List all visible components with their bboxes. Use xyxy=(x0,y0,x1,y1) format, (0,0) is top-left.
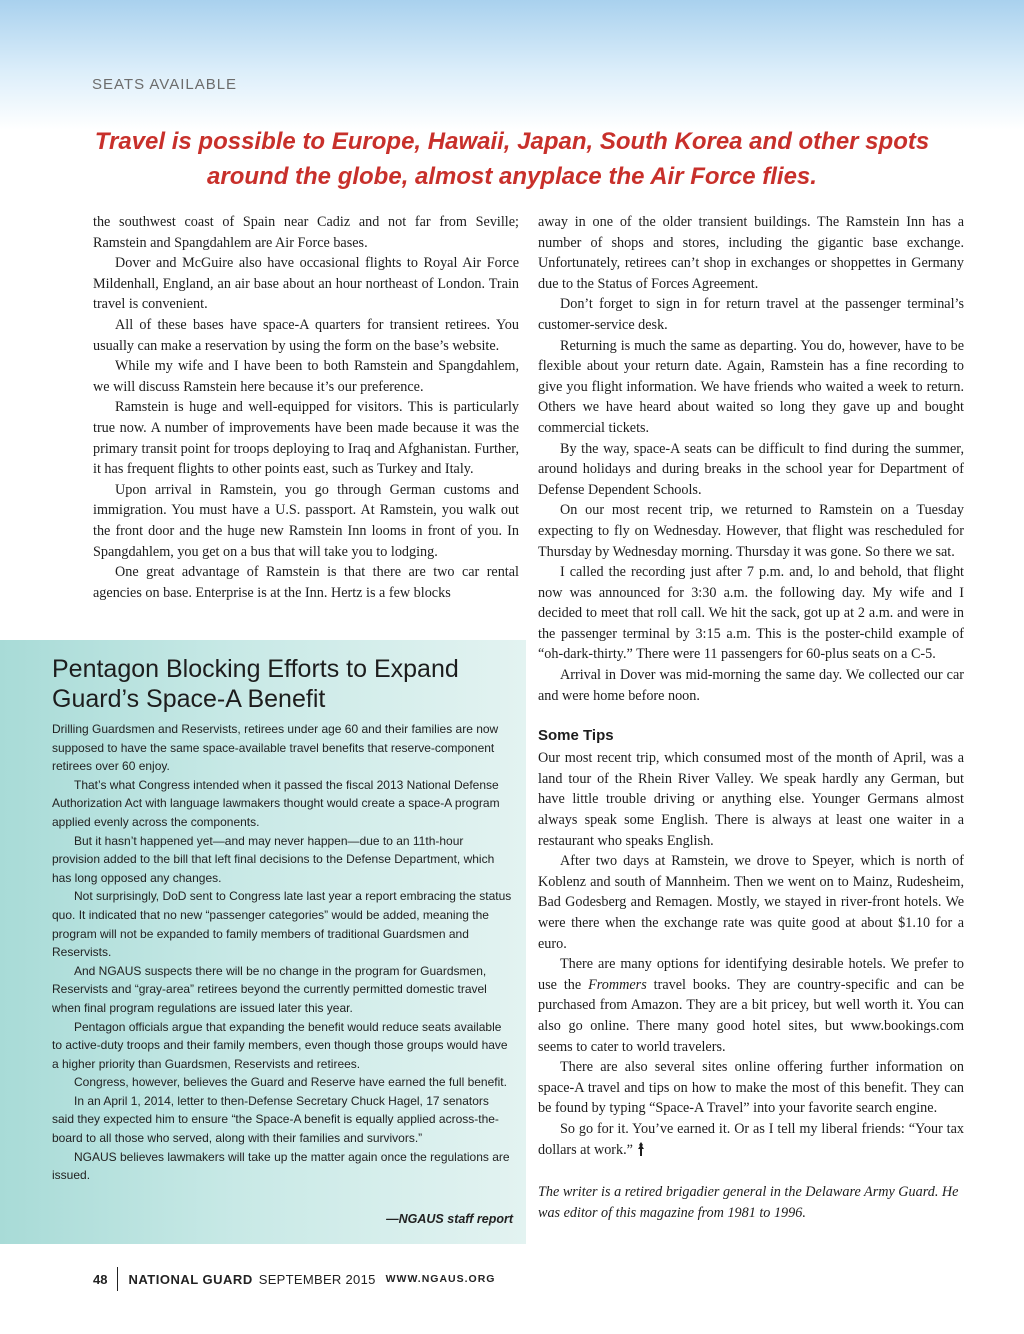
issue-date: SEPTEMBER 2015 xyxy=(258,1271,376,1287)
section-label: SEATS AVAILABLE xyxy=(92,76,238,93)
body-paragraph: away in one of the older transient buildings. The Ramstein Inn has a number of shops and stores, including the gigantic base exchange. Unfortunately, retirees can’t shop in exchanges or shoppettes in Germany due to the Status of Forces Agreement. xyxy=(538,214,964,292)
magazine-name: NATIONAL GUARD xyxy=(128,1271,253,1287)
sidebar-credit: —NGAUS staff report xyxy=(386,1212,513,1226)
sidebar-title: Pentagon Blocking Efforts to Expand Guard’s Space-A Benefit xyxy=(52,655,459,713)
footer-divider xyxy=(117,1267,118,1291)
page-footer xyxy=(93,1268,495,1290)
body-paragraph: I called the recording just after 7 p.m. and, lo and behold, that flight now was announced for 3:30 a.m. the following day. My wife and I decided to meet that roll call. We hit the sack, got up at 2 a.m. and were in the passenger terminal by 3:15 a.m. This is the poster-child example of “oh-dark-thirty.” There were 11 passengers for 60-plus seats on a C-5. xyxy=(538,564,964,663)
body-paragraph: While my wife and I have been to both Ramstein and Spangdahlem, we will discuss Ramstein here because it’s our preference. xyxy=(93,358,519,395)
sidebar-body xyxy=(52,720,512,1185)
sidebar-paragraph: And NGAUS suspects there will be no change in the program for Guardsmen, Reservists and “gray-area” retirees beyond the currently permitted domestic travel when final program regulations are issued later this year. xyxy=(52,963,487,1015)
closing-paragraph xyxy=(538,1119,964,1160)
pull-quote: Travel is possible to Europe, Hawaii, Japan, South Korea and other spots around the globe, almost anyplace the Air Force flies. xyxy=(94,128,930,190)
sidebar-paragraph: But it hasn’t happened yet—and may never happen—due to an 11th-hour provision added to the bill that left final decisions to the Defense Department, which has long opposed any changes. xyxy=(52,833,495,885)
body-paragraph: the southwest coast of Spain near Cadiz and not far from Seville; Ramstein and Spangdahlem are Air Force bases. xyxy=(93,214,519,251)
text-run: So go for it. You’ve earned it. Or as I tell my liberal friends: “Your tax dollars at work.” xyxy=(538,1120,964,1158)
body-paragraph: Upon arrival in Ramstein, you go through German customs and immigration. You must have a U.S. passport. At Ramstein, you walk out the front door and the huge new Ramstein Inn looms in front of you. In Spangdahlem, you get on a bus that will take you to lodging. xyxy=(93,481,519,560)
sidebar-paragraph: In an April 1, 2014, letter to then-Defense Secretary Chuck Hagel, 17 senators said they expected him to ensure “the Space-A benefit is equally applied across-the-board to all those who served, along with their families and survivors.” xyxy=(52,1093,499,1146)
header-band xyxy=(0,0,1024,130)
body-paragraph: Dover and McGuire also have occasional flights to Royal Air Force Mildenhall, England, an air base about an hour northeast of London. Train travel is convenient. xyxy=(93,255,519,313)
sidebar-paragraph: Drilling Guardsmen and Reservists, retirees under age 60 and their families are now supposed to have the same space-available travel benefits that reserve-component retirees over 60 enjoy. xyxy=(52,722,499,774)
sidebar-paragraph: Not surprisingly, DoD sent to Congress late last year a report embracing the status quo. It indicated that no new “passenger categories” would be added, meaning the program will not be expanded to family members of traditional Guardsmen and Reservists. xyxy=(52,889,512,960)
sidebar-paragraph: Pentagon officials argue that expanding the benefit would reduce seats available to active-duty troops and their family members, even though those groups would have a higher priority than Guardsmen, Reservists and retirees. xyxy=(52,1019,508,1071)
text-run: travel books. They are country-specific and can be purchased from Amazon. They are a bit pricey, but well worth it. You can also go online. There many good hotel sites, but www.bookings.com seems to cater to world travelers. xyxy=(538,976,964,1055)
left-column xyxy=(93,212,519,632)
body-paragraph xyxy=(538,954,964,1057)
body-paragraph: One great advantage of Ramstein is that there are two car rental agencies on base. Enterprise is at the Inn. Hertz is a few blocks xyxy=(93,564,519,601)
text-run: There are many options for identifying desirable hotels. We prefer to use the xyxy=(538,956,964,993)
body-paragraph: Don’t forget to sign in for return travel at the passenger terminal’s customer-service desk. xyxy=(538,296,964,333)
body-paragraph: Returning is much the same as departing. You do, however, have to be flexible about your return date. Again, Ramstein has a fine recording to give you flight information. We have friends who waited a week to return. Others we have heard about waited so long they gave up and bought commercial tickets. xyxy=(538,337,964,436)
body-paragraph: Our most recent trip, which consumed most of the month of April, was a land tour of the Rhein River Valley. We speak hardly any German, but have little trouble driving or anything else. Younger Germans almost always speak some English. There is always at least one waiter in a restaurant who speaks English. xyxy=(538,750,964,849)
right-column xyxy=(538,212,964,1223)
page-number: 48 xyxy=(93,1271,108,1287)
body-paragraph: There are also several sites online offering further information on space-A travel and tips on how to make the most of this benefit. They can be found by typing “Space-A Travel” into your favorite search engine. xyxy=(538,1059,964,1117)
sidebar-paragraph: Congress, however, believes the Guard and Reserve have earned the full benefit. xyxy=(74,1075,507,1090)
body-paragraph: By the way, space-A seats can be difficult to find during the summer, around holidays and during breaks in the school year for Department of Defense Dependent Schools. xyxy=(538,440,964,498)
body-paragraph: All of these bases have space-A quarters for transient retirees. You usually can make a reservation by using the form on the base’s website. xyxy=(93,316,519,354)
body-paragraph: On our most recent trip, we returned to Ramstein on a Tuesday expecting to fly on Wednesday. However, that flight was rescheduled for Thursday by Wednesday morning. Thursday it was gone. So there we sat. xyxy=(538,502,964,560)
sidebar-paragraph: That’s what Congress intended when it passed the fiscal 2013 National Defense Authorization Act with language lawmakers thought would create a space-A program applied evenly across the components. xyxy=(52,777,500,829)
sidebar-paragraph: NGAUS believes lawmakers will take up the matter again once the regulations are issued. xyxy=(52,1149,510,1183)
end-mark-icon xyxy=(637,1142,645,1156)
body-paragraph: Arrival in Dover was mid-morning the same day. We collected our car and were home before noon. xyxy=(538,667,964,704)
author-bio: The writer is a retired brigadier general in the Delaware Army Guard. He was editor of this magazine from 1981 to 1996. xyxy=(538,1184,959,1221)
body-paragraph: Ramstein is huge and well-equipped for visitors. This is particularly true now. A number of improvements have been made because it was the primary transit point for troops deploying to Iraq and Afghanistan. Further, it has frequent flights to other points east, such as Turkey and Italy. xyxy=(93,399,519,478)
website-link[interactable]: WWW.NGAUS.ORG xyxy=(385,1273,496,1285)
subhead-some-tips: Some Tips xyxy=(538,727,614,745)
body-paragraph: After two days at Ramstein, we drove to Speyer, which is north of Koblenz and south of Mannheim. Then we went on to Mainz, Rudesheim, Bad Godesberg and Remagen. Mostly, we stayed in river-front hotels. We were there when the exchange rate was quite good at about $1.10 for a euro. xyxy=(538,853,964,952)
book-title: Frommers xyxy=(588,976,647,993)
